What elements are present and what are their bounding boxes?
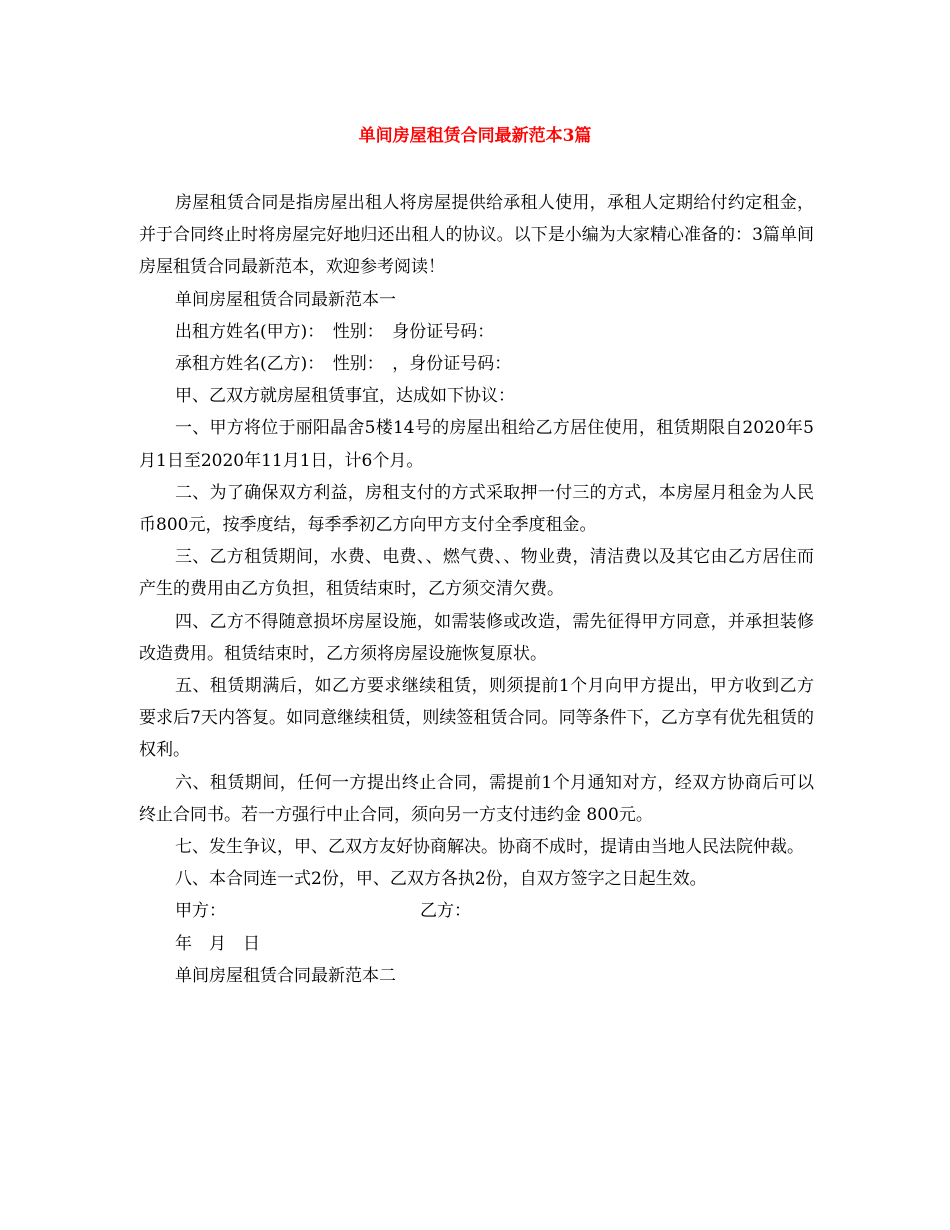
clause-8: 八、本合同连一式2份，甲、乙双方各执2份，自双方签字之日起生效。	[175, 869, 707, 890]
lessee-info-line: 承租方姓名(乙方)： 性别： ，身份证号码：	[175, 354, 512, 375]
section-heading-1: 单间房屋租赁合同最新范本一	[175, 289, 396, 310]
date-line: 年 月 日	[175, 933, 260, 954]
lessor-info-line: 出租方姓名(甲方)： 性别： 身份证号码：	[175, 321, 495, 342]
document-body	[139, 187, 814, 992]
signature-party-a: 甲方：	[175, 901, 226, 922]
clause-4: 四、乙方不得随意损坏房屋设施，如需装修或改造，需先征得甲方同意，并承担装修改造费用。租赁结束时，乙方须将房屋设施恢复原状。	[139, 611, 814, 664]
section-heading-2: 单间房屋租赁合同最新范本二	[175, 965, 396, 986]
signature-party-b: 乙方：	[420, 901, 471, 922]
intro-paragraph: 房屋租赁合同是指房屋出租人将房屋提供给承租人使用，承租人定期给付约定租金，并于合同终止时将房屋完好地归还出租人的协议。以下是小编为大家精心准备的：3篇单间房屋租赁合同最新范本，欢迎参考阅读！	[139, 193, 814, 278]
signature-line	[139, 895, 814, 927]
clause-3: 三、乙方租赁期间，水费、电费、、燃气费、、物业费，清洁费以及其它由乙方居住而产生的费用由乙方负担，租赁结束时，乙方须交清欠费。	[139, 547, 814, 600]
clause-2: 二、为了确保双方利益，房租支付的方式采取押一付三的方式，本房屋月租金为人民币800元，按季度结，每季季初乙方向甲方支付全季度租金。	[139, 482, 814, 536]
clause-1: 一、甲方将位于丽阳晶舍5楼14号的房屋出租给乙方居住使用，租赁期限自2020年5月1日至2020年11月1日，计6个月。	[139, 418, 814, 471]
clause-6: 六、租赁期间，任何一方提出终止合同，需提前1个月通知对方，经双方协商后可以终止合同书。若一方强行中止合同，须向另一方支付违约金 800元。	[139, 772, 814, 825]
clause-5: 五、租赁期满后，如乙方要求继续租赁，则须提前1个月向甲方提出，甲方收到乙方要求后7天内答复。如同意继续租赁，则续签租赁合同。同等条件下，乙方享有优先租赁的权利。	[139, 676, 814, 761]
document-title: 单间房屋租赁合同最新范本3篇	[358, 126, 592, 146]
agreement-line: 甲、乙双方就房屋租赁事宜，达成如下协议：	[175, 386, 515, 407]
clause-7: 七、发生争议，甲、乙双方友好协商解决。协商不成时，提请由当地人民法院仲裁。	[175, 837, 804, 858]
